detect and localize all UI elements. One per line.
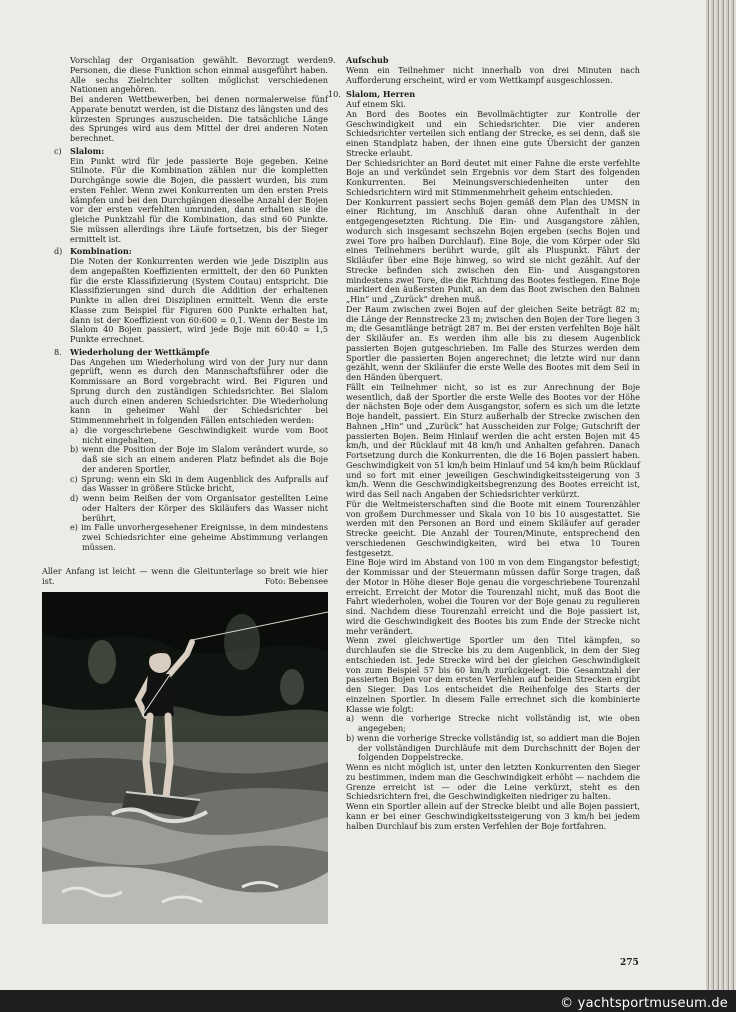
section-heading: Wiederholung der Wettkämpfe xyxy=(70,346,210,357)
paragraph: Auf einem Ski. xyxy=(346,99,406,109)
paragraph: Bei anderen Wettbewerben, bei denen normalerweise fünf Apparate benutzt werden, ist die Distanz des längsten und des kürzesten Sprunges auszuscheiden. Die tatsächliche Länge des Sprunges wird aus dem Mittel der drei anderen Noten berechnet. xyxy=(70,94,328,143)
page-edges xyxy=(706,0,736,1012)
section-8 xyxy=(54,346,328,553)
left-column xyxy=(54,55,328,553)
subheading: Slalom: xyxy=(70,145,105,156)
item-label: c) xyxy=(54,145,62,156)
paragraph: Für die Weltmeisterschaften sind die Boote mit einem Tourenzähler von großem Durchmesser und Skala von 10 bis 10 ausgestattet. Sie werden mit den Personen an Bord und einem Skiläufer auf gerader Strecke geeicht. Die Anzahl der Touren/Minute, entsprechend den verschiedenen Geschwindigkeiten, wird bei etwa 10 Touren festgesetzt. xyxy=(346,498,640,558)
paragraph: Die Noten der Konkurrenten werden wie jede Disziplin aus dem angepaßten Koeffizienten ermittelt, der den 60 Punkten für die erste Klassifizierung (System Coutau) entspricht. Die Klassifizierungen sind durch die Addition der erhaltenen Punkte in allen drei Disziplinen ermittelt. Wenn die erste Klasse zum Beispiel für Figuren 600 Punkte erhalten hat, dann ist der Koeffizient von 60:600 = 0,1. Wenn der Beste im Slalom 40 Bojen passiert, wird jede Boje mit 60:40 = 1,5 Punkte errechnet. xyxy=(70,256,328,344)
paragraph: Eine Boje wird im Abstand von 100 m von dem Eingangstor befestigt; der Kommissar und der Steuermann müssen dafür Sorge tragen, daß der Motor in Höhe dieser Boje genau die vorgeschriebene Tourenzahl erreicht. Erreicht der Motor die Tourenzahl nicht, muß das Boot die Fahrt wiederholen, wobei die Touren vor der Boje genau zu regulieren sind. Nachdem diese Tourenzahl erreicht und die Boje passiert ist, wird die Geschwindigkeit des Bootes bis zum Ende der Strecke nicht mehr verändert. xyxy=(346,557,640,636)
right-column xyxy=(328,55,640,831)
waterskier-photo xyxy=(42,592,328,924)
caption-text: Aller Anfang ist leicht — wenn die Gleitunterlage so breit wie hier ist. xyxy=(42,566,328,586)
paragraph: Der Konkurrent passiert sechs Bojen gemäß dem Plan des UMSN in einer Richtung, im Anschluß daran ohne Aufenthalt in der entgegengesetzten Richtung. Die Ein- und Ausgangstore zählen, wodurch sich insgesamt sechszehn Bojen ergeben (sechs Bojen und zwei Tore pro halben Durchlauf). Eine Boje, die vom Körper oder Ski eines Teilnehmers berührt wurde, gilt als Pluspunkt. Fährt der Skiläufer über eine Boje hinweg, so wird sie nicht gezählt. Auf der Strecke befinden sich zwischen den Ein- und Ausgangstoren mindestens zwei Tore, die die Richtung des Bootes festlegen. Eine Boje markiert den äußersten Punkt, an dem das Boot zwischen den Bahnen „Hin“ und „Zurück“ drehen muß. xyxy=(346,196,640,304)
item-label: d) xyxy=(54,246,63,257)
paragraph: Wenn ein Teilnehmer nicht innerhalb von drei Minuten nach Aufforderung erscheint, wird er vom Wettkampf ausgeschlossen. xyxy=(346,64,640,85)
paragraph: Vorschlag der Organisation gewählt. Bevorzugt werden Personen, die diese Funktion schon einmal ausgeführt haben. Alle sechs Zielrichter sollten möglichst verschiedenen Nationen angehören. xyxy=(70,55,328,95)
list-item: b) wenn die Position der Boje im Slalom verändert wurde, so daß sie sich an einem anderen Platz befindet als die Boje der anderen Sportler, xyxy=(70,444,328,474)
watermark: © yachtsportmuseum.de xyxy=(560,996,728,1011)
paragraph: Wenn ein Sportler allein auf der Strecke bleibt und alle Bojen passiert, kann er bei einer Geschwindigkeitssteigerung von 3 km/h bei jedem halben Durchlauf bis zum ersten Verfehlen der Boje fortfahren. xyxy=(346,801,640,831)
paragraph: Wenn zwei gleichwertige Sportler um den Titel kämpfen, so durchlaufen sie die Strecke bis zu dem Augenblick, in dem der Sieg entschieden ist. Jede Strecke wird bei der gleichen Geschwindigkeit von zum Beispiel 57 bis 60 km/h zurückgelegt. Die Gesamtzahl der passierten Bojen vor dem ersten Verfehlen auf beiden Strecken ergibt den Sieger. Das Los entscheidet die Reihenfolge des Starts der einzelnen Sportler. In diesem Falle errechnet sich die kombinierte Klasse wie folgt: xyxy=(346,635,640,714)
list-item: d) wenn beim Reißen der vom Organisator gestellten Leine oder Halters der Körper des Skiläufers das Wasser nicht berührt, xyxy=(70,493,328,523)
section-number: 9. xyxy=(328,55,336,65)
section-slalom xyxy=(54,145,328,245)
photo-caption xyxy=(42,567,328,586)
paragraph: Der Schiedsrichter an Bord deutet mit einer Fahne die erste verfehlte Boje an und verkündet sein Ergebnis vor dem Start des folgenden Konkurrenten. Bei Meinungsverschiedenheiten unter den Schiedsrichtern wird mit Stimmenmehrheit geheim entschieden. xyxy=(346,157,640,197)
subheading: Kombination: xyxy=(70,246,132,257)
list-item: c) Sprung: wenn ein Ski in dem Augenblick des Aufpralls auf das Wasser in größere Stücke bricht, xyxy=(70,473,328,494)
list-item: e) im Falle unvorhergesehener Ereignisse, in dem mindestens zwei Schiedsrichter eine geheime Abstimmung verlangen müssen. xyxy=(70,522,328,552)
paragraph: Fällt ein Teilnehmer nicht, so ist es zur Anrechnung der Boje wesentlich, daß der Sportler die erste Welle des Bootes vor der Höhe der nächsten Boje oder dem Ausgangstor, sofern es sich um die letzte Boje handelt, passiert. Ein Sturz außerhalb der Strecke zwischen den Bahnen „Hin“ und „Zurück“ hat Ausscheiden zur Folge; Gutschrift der passierten Bojen. Beim Hinlauf werden die acht ersten Bojen mit 45 km/h, und der Rücklauf mit 48 km/h und Anhalten gefahren. Danach Fortsetzung durch die Konkurrenten, die die 16 Bojen passiert haben. Geschwindigkeit von 51 km/h beim Hinlauf und 54 km/h beim Rücklauf und so fort mit einer jeweiligen Geschwindigkeitssteigerung von 3 km/h. Wenn die Geschwindigkeitsbegrenzung des Bootes erreicht ist, wird das Seil nach Angaben der Schiedsrichter verkürzt. xyxy=(346,381,640,499)
paragraph: Ein Punkt wird für jede passierte Boje gegeben. Keine Stilnote. Für die Kombination zählen nur die kompletten Durchgänge sowie die Bojen, die passiert wurden, bis zum ersten Fehler. Wenn zwei Konkurrenten um den ersten Preis kämpfen und bei den Durchgängen dieselbe Anzahl der Bojen vor der ersten verfehlten umrunden, dann erhalten sie die gleiche Punktzahl für die Kombination, das sind 60 Punkte. Sie müssen allerdings ihre Läufe fortsetzen, bis der Sieger ermittelt ist. xyxy=(70,155,328,244)
paragraph: Das Angehen um Wiederholung wird von der Jury nur dann geprüft, wenn es durch den Mannschaftsführer oder die Kommissare an Bord vorgebracht wird. Bei Figuren und Sprung durch den zuständigen Schiedsrichter. Bei Slalom auch durch einen anderen Schiedsrichter. Die Wiederholung kann in geheimer Wahl der Schiedsrichter bei Stimmenmehrheit in folgenden Fällen entschieden werden: xyxy=(70,356,328,425)
section-number: 8. xyxy=(54,346,62,357)
list-item: a) die vorgeschriebene Geschwindigkeit wurde vom Boot nicht eingehalten, xyxy=(70,424,328,445)
section-heading: Aufschub xyxy=(346,55,389,65)
page-number: 275 xyxy=(620,958,639,968)
section-10 xyxy=(328,89,640,831)
paragraph: Wenn es nicht möglich ist, unter den letzten Konkurrenten den Sieger zu bestimmen, indem man die Geschwindigkeit erhöht — nachdem die Grenze erreicht ist — oder die Leine verkürzt, steht es den Schiedsrichtern frei, die Geschwindigkeiten niedriger zu halten. xyxy=(346,762,640,802)
waterskier-illustration xyxy=(42,592,328,924)
list-item: a) wenn die vorherige Strecke nicht vollständig ist, wie oben angegeben; xyxy=(346,713,640,733)
paragraph: An Bord des Bootes ein Bevollmächtigter zur Kontrolle der Geschwindigkeit und ein Schiedsrichter. Die vier anderen Schiedsrichter verteilen sich entlang der Strecke, es sei denn, daß sie einen Standplatz haben, der ihnen eine gute Übersicht der ganzen Strecke erlaubt. xyxy=(346,108,640,158)
section-9 xyxy=(328,55,640,85)
section-heading: Slalom, Herren xyxy=(346,89,416,100)
section-number: 10. xyxy=(328,89,341,100)
section-kombination xyxy=(54,246,328,345)
scan-border xyxy=(0,990,736,1012)
photo-credit: Foto: Bebensee xyxy=(264,575,328,586)
list-item: b) wenn die vorherige Strecke vollständig ist, so addiert man die Bojen der vollständigen Durchläufe mit dem Durchschnitt der Bojen der folgenden Doppelstrecke. xyxy=(346,732,640,763)
paragraph: Der Raum zwischen zwei Bojen auf der gleichen Seite beträgt 82 m; die Länge der Rennstrecke 23 m; zwischen den Bojen der Tore liegen 3 m; die Gesamtlänge beträgt 287 m. Bei der ersten verfehlten Boje hält der Skiläufer an. Es werden ihm alle bis zu diesem Augenblick passierten Bojen gutgeschrieben. Im Falle des Sturzes werden dem Sportler die passierten Bojen angerechnet; die letzte wird nur dann gezählt, wenn der Skiläufer die erste Welle des Bootes mit dem Seil in den Händen überquert. xyxy=(346,303,640,382)
